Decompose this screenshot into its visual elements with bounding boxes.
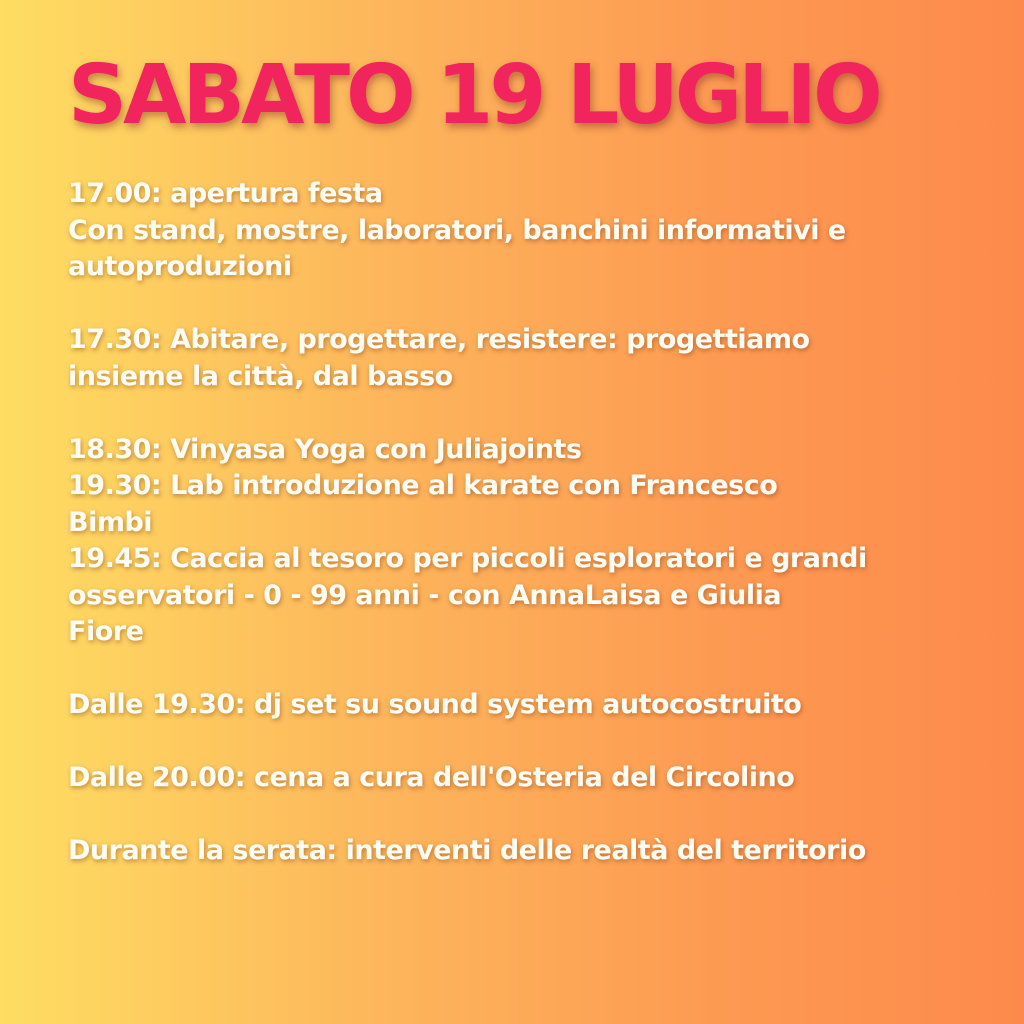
- program-block-talk: [68, 322, 974, 395]
- program-line: 17.30: Abitare, progettare, resistere: progettiamo: [68, 324, 810, 355]
- program-block-evening: [68, 833, 974, 870]
- program-line: Dalle 20.00: cena a cura dell'Osteria del Circolino: [68, 762, 795, 793]
- program-line: Durante la serata: interventi delle realtà del territorio: [68, 835, 866, 866]
- program-line: Bimbi: [68, 506, 153, 538]
- spacer: [68, 395, 974, 432]
- program-line: insieme la città, dal basso: [68, 360, 453, 392]
- program-list: [68, 176, 974, 870]
- program-line: 18.30: Vinyasa Yoga con Juliajoints: [68, 433, 582, 465]
- spacer: [68, 286, 974, 323]
- program-line: osservatori - 0 - 99 anni - con AnnaLaisa e Giulia: [68, 579, 782, 611]
- spacer: [68, 797, 974, 834]
- poster-title: SABATO 19 LUGLIO: [68, 48, 879, 143]
- program-line: 17.00: apertura festa: [68, 178, 383, 209]
- program-block-opening: [68, 176, 974, 286]
- program-block-dinner: [68, 760, 974, 797]
- program-line: 19.45: Caccia al tesoro per piccoli esploratori e grandi: [68, 543, 867, 574]
- spacer: [68, 724, 974, 761]
- program-line: Fiore: [68, 616, 144, 647]
- program-block-activities: [68, 432, 974, 651]
- program-block-djset: [68, 687, 974, 724]
- program-line: autoproduzioni: [68, 251, 292, 282]
- spacer: [68, 651, 974, 688]
- program-line: 19.30: Lab introduzione al karate con Francesco: [68, 470, 778, 501]
- program-line: Dalle 19.30: dj set su sound system autocostruito: [68, 689, 802, 720]
- program-line: Con stand, mostre, laboratori, banchini informativi e: [68, 214, 846, 246]
